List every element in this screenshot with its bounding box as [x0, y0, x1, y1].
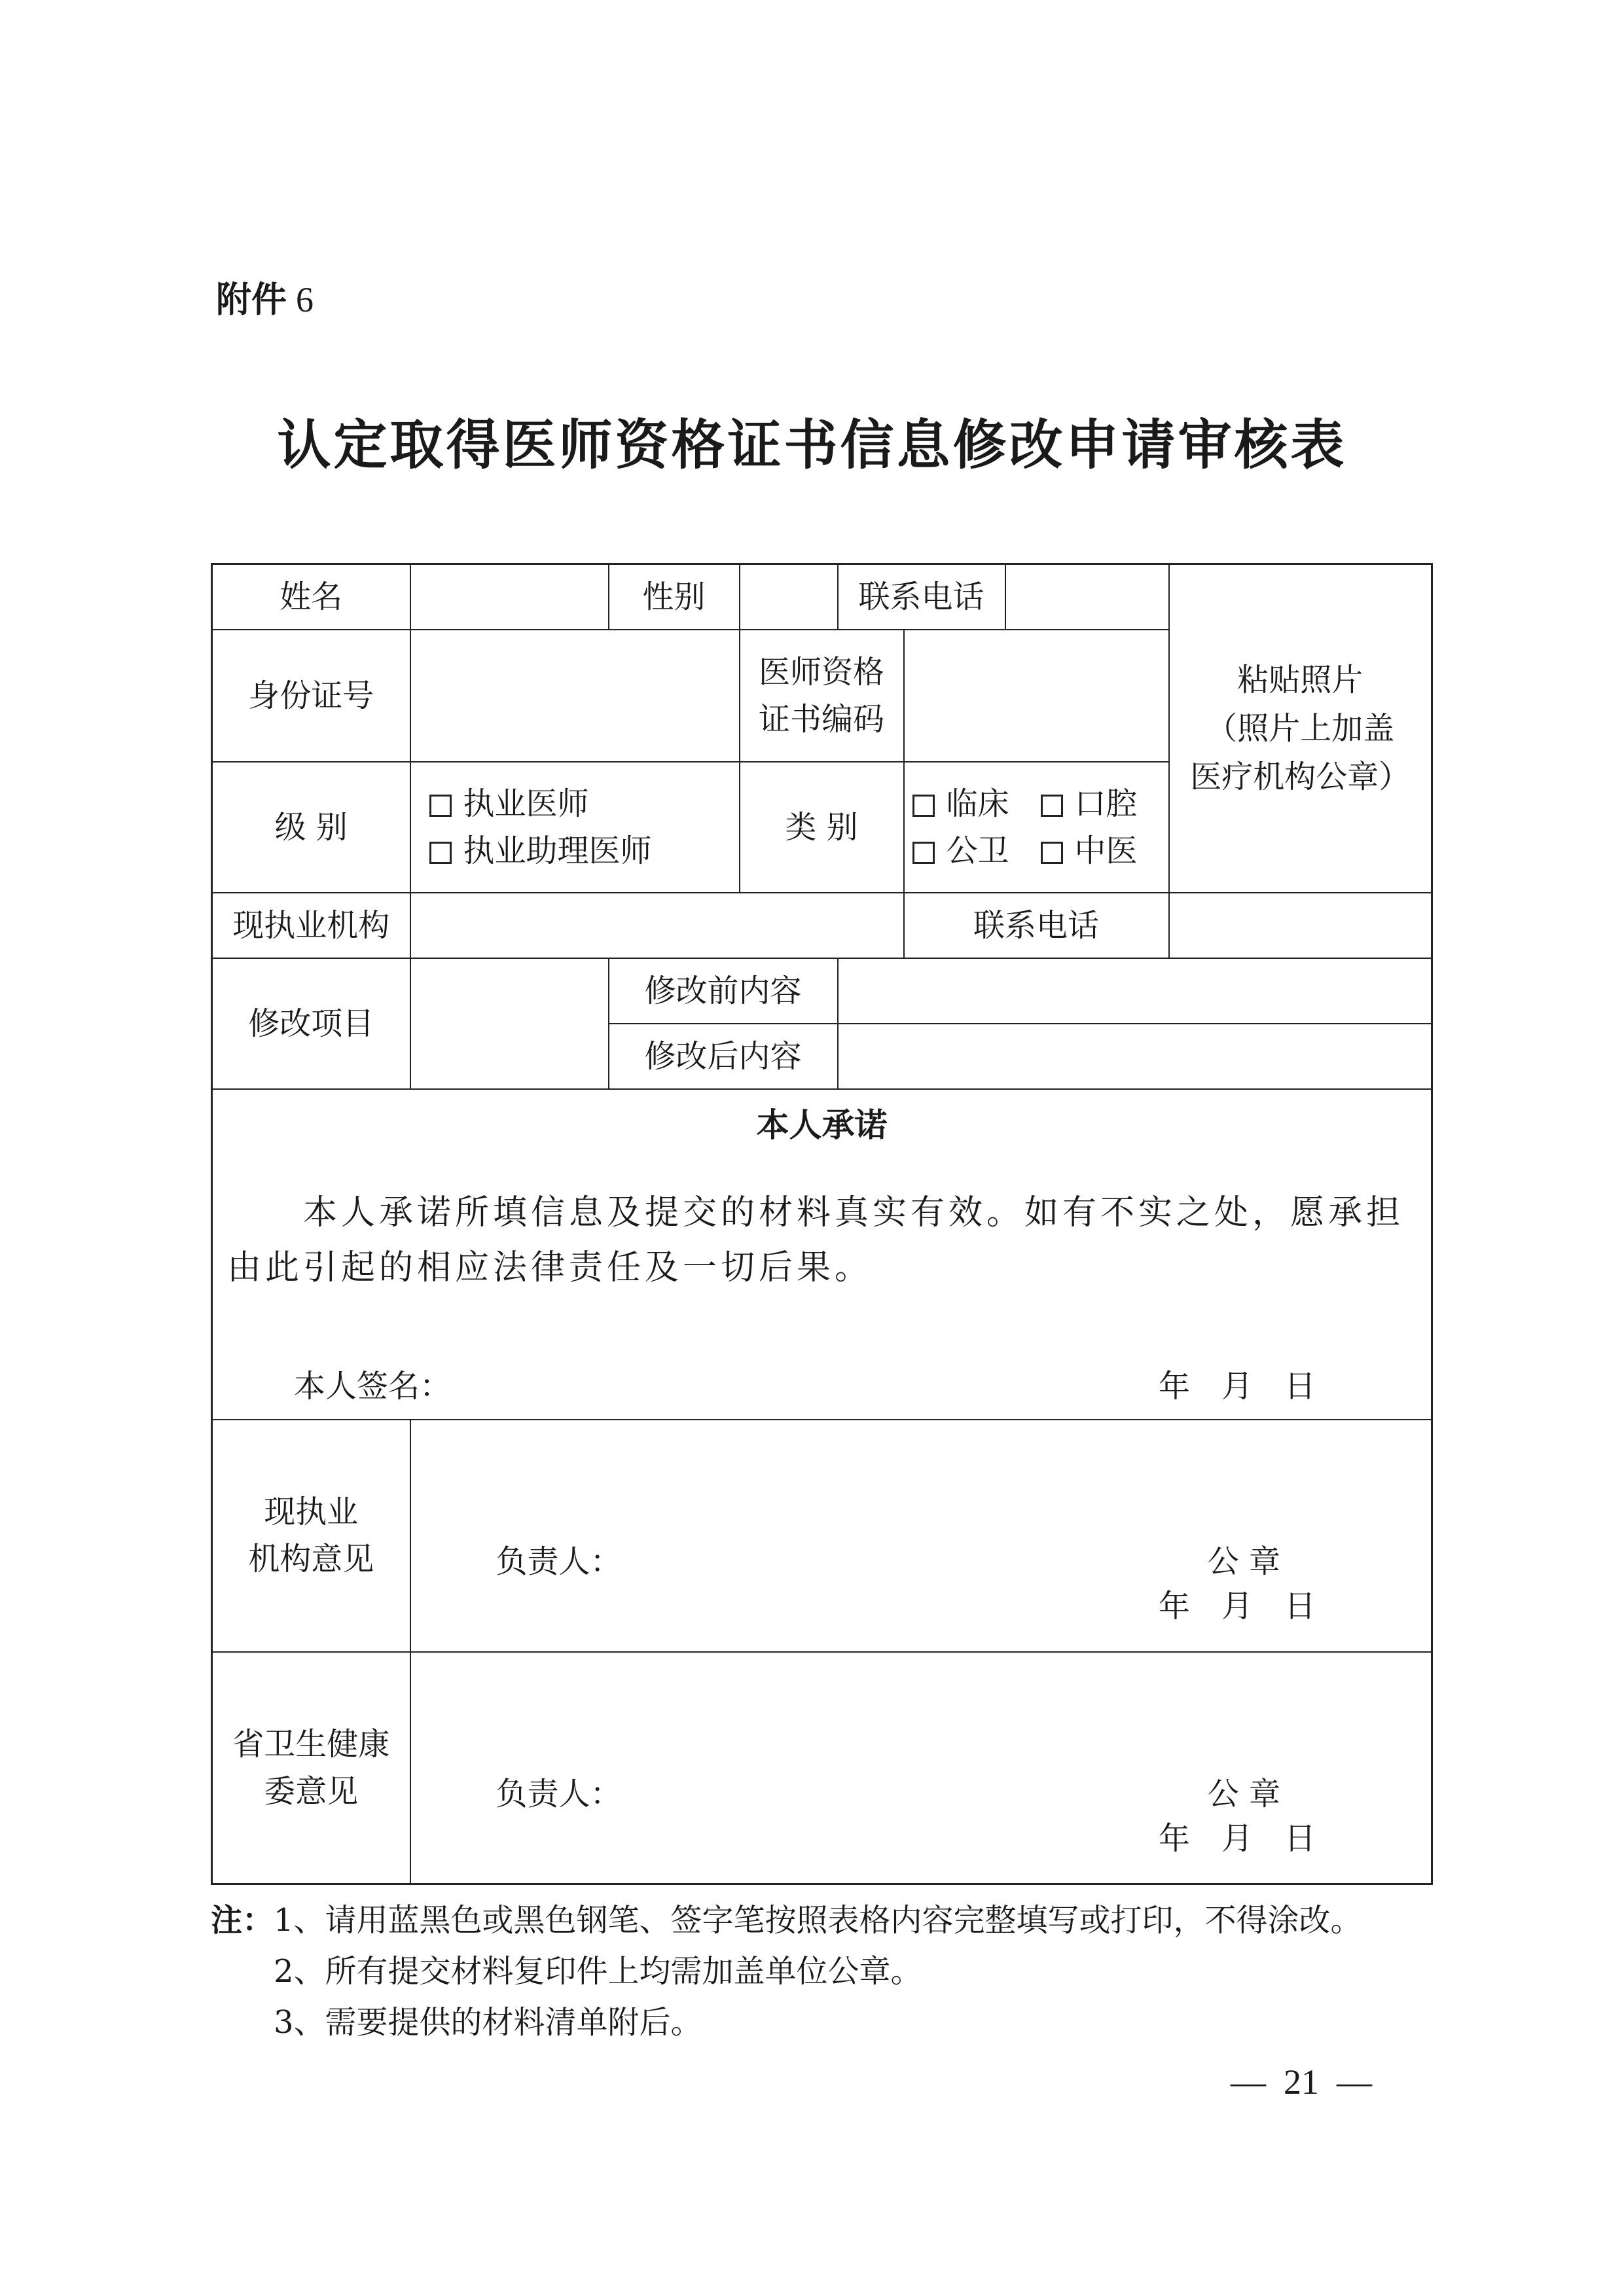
- category-option-label: 临床: [946, 785, 1009, 822]
- id-field[interactable]: [410, 630, 740, 762]
- cert-label: [740, 630, 904, 762]
- level-option-label: 执业助理医师: [463, 832, 652, 869]
- page-number: — 21 —: [1231, 2062, 1372, 2102]
- checkbox-icon[interactable]: [429, 842, 452, 864]
- institution-phone-field[interactable]: [1169, 893, 1432, 958]
- category-option-label: 口腔: [1074, 785, 1138, 822]
- checkbox-icon[interactable]: [912, 795, 935, 817]
- name-field[interactable]: [410, 564, 609, 630]
- attachment-label: [216, 272, 314, 322]
- phone-label: 联系电话: [838, 564, 1005, 630]
- province-opinion-line-1: 省卫生健康: [232, 1725, 390, 1763]
- before-field[interactable]: [838, 958, 1432, 1024]
- gender-label: 性别: [609, 564, 740, 630]
- id-label: 身份证号: [212, 630, 410, 762]
- name-label: 姓名: [212, 564, 410, 630]
- phone-field[interactable]: [1005, 564, 1169, 630]
- attachment-number: 6: [296, 280, 314, 319]
- category-option-label: 中医: [1074, 832, 1138, 869]
- notes-label: 注：: [211, 1902, 274, 1939]
- application-form: [211, 563, 1433, 1885]
- note-item: 1、请用蓝黑色或黑色钢笔、签字笔按照表格内容完整填写或打印，不得涂改。: [274, 1902, 1362, 1939]
- province-opinion-date: 年 月 日: [1159, 1820, 1316, 1857]
- photo-line-3: 医疗机构公章）: [1190, 758, 1411, 795]
- promise-title: 本人承诺: [756, 1105, 888, 1144]
- institution-phone-label: 联系电话: [904, 893, 1169, 958]
- photo-line-1: 粘贴照片: [1237, 661, 1363, 698]
- level-option-label: 执业医师: [463, 785, 589, 822]
- inst-seal-label: 公 章: [1207, 1543, 1281, 1580]
- checkbox-icon[interactable]: [1041, 842, 1063, 864]
- note-item: 3、需要提供的材料清单附后。: [274, 2004, 702, 2041]
- checkbox-icon[interactable]: [912, 842, 935, 864]
- inst-opinion-line-1: 现执业: [264, 1494, 359, 1530]
- signature-label[interactable]: 本人签名：: [294, 1367, 452, 1405]
- category-option-public-health[interactable]: [912, 833, 1009, 869]
- checkbox-icon[interactable]: [429, 795, 452, 817]
- level-options: [410, 762, 740, 893]
- province-opinion-line-2: 委意见: [264, 1772, 359, 1810]
- category-option-label: 公卫: [946, 832, 1009, 869]
- category-label: 类 别: [740, 762, 904, 893]
- promise-text: 本人承诺所填信息及提交的材料真实有效。如有不实之处，愿承担由此引起的相应法律责任及一切后果。: [227, 1193, 1405, 1287]
- inst-responsible-label: 负责人：: [496, 1543, 622, 1580]
- page-number-value: 21: [1284, 2062, 1319, 2102]
- inst-opinion-line-2: 机构意见: [248, 1541, 374, 1577]
- category-option-tcm[interactable]: [1041, 833, 1138, 869]
- category-option-dental[interactable]: [1041, 785, 1138, 822]
- cert-label-line-1: 医师资格: [758, 653, 884, 691]
- province-opinion-field[interactable]: [410, 1652, 1432, 1884]
- cert-label-line-2: 证书编码: [758, 700, 884, 738]
- province-seal-label: 公 章: [1207, 1775, 1281, 1812]
- photo-area[interactable]: [1169, 564, 1432, 893]
- page-title: 认定取得医师资格证书信息修改申请审核表: [277, 414, 1347, 476]
- inst-opinion-field[interactable]: [410, 1420, 1432, 1652]
- inst-opinion-label: [212, 1420, 410, 1652]
- province-opinion-label: [212, 1652, 410, 1884]
- before-label: 修改前内容: [609, 958, 838, 1024]
- level-option-physician[interactable]: [429, 780, 739, 827]
- level-label: 级 别: [212, 762, 410, 893]
- after-field[interactable]: [838, 1024, 1432, 1089]
- after-label: 修改后内容: [609, 1024, 838, 1089]
- notes: [211, 1895, 1362, 2048]
- province-responsible-label: 负责人：: [496, 1775, 622, 1812]
- modify-field[interactable]: [410, 958, 609, 1089]
- note-item: 2、所有提交材料复印件上均需加盖单位公章。: [274, 1953, 922, 1990]
- checkbox-icon[interactable]: [1041, 795, 1063, 817]
- inst-opinion-date: 年 月 日: [1159, 1587, 1316, 1624]
- institution-field[interactable]: [410, 893, 904, 958]
- promise-section: [212, 1089, 1432, 1420]
- gender-field[interactable]: [740, 564, 838, 630]
- promise-date: 年 月 日: [1159, 1367, 1316, 1405]
- modify-label: 修改项目: [212, 958, 410, 1089]
- category-options: [904, 762, 1169, 893]
- attachment-text: 附件: [216, 279, 287, 320]
- institution-label: 现执业机构: [212, 893, 410, 958]
- category-option-clinical[interactable]: [912, 785, 1009, 822]
- photo-line-2: （照片上加盖: [1206, 709, 1395, 747]
- level-option-assistant[interactable]: [429, 827, 739, 874]
- cert-field[interactable]: [904, 630, 1169, 762]
